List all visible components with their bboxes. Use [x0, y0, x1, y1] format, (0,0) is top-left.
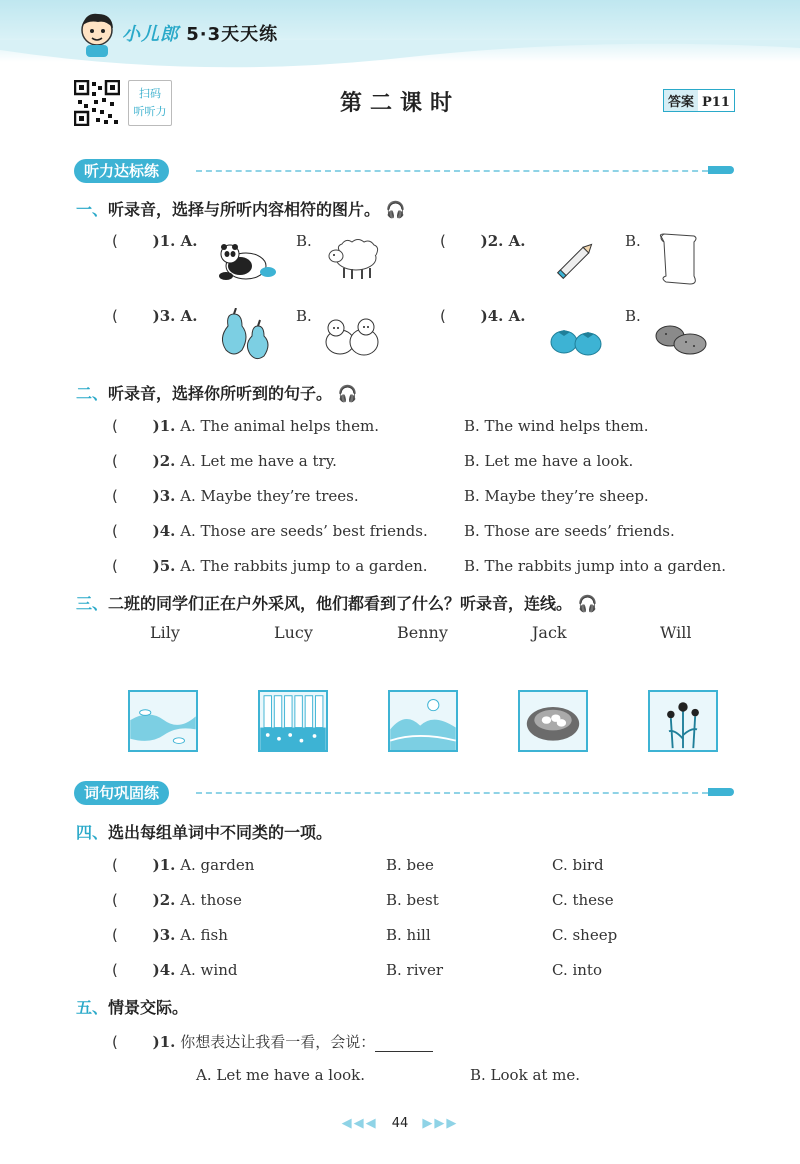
q1-item-2-b: B.	[625, 232, 641, 250]
answer-page: P11	[702, 95, 730, 110]
panda-icon[interactable]	[216, 238, 280, 282]
brand-series: 5·3天天练	[186, 24, 279, 45]
item-number: )2.	[152, 452, 176, 470]
q1-item-4-b: B.	[625, 307, 641, 325]
pencil-icon[interactable]	[552, 236, 600, 284]
name-lucy[interactable]: Lucy	[274, 623, 313, 642]
answer-blank[interactable]: (	[112, 417, 118, 435]
option-a[interactable]: A. fish	[180, 926, 228, 944]
q3-number: 三、	[76, 594, 109, 613]
q1-heading	[76, 197, 406, 220]
option-a[interactable]: A. wind	[180, 961, 238, 979]
name-will[interactable]: Will	[660, 623, 692, 642]
q4-item-2	[112, 891, 752, 909]
q2-item-1	[112, 417, 752, 435]
option-a[interactable]: A. Maybe they’re trees.	[180, 487, 359, 505]
item-number: )1.	[152, 417, 176, 435]
option-b[interactable]: B. best	[386, 891, 439, 909]
option-c[interactable]: C. sheep	[552, 926, 618, 944]
option-a[interactable]: A. garden	[180, 856, 255, 874]
river-icon[interactable]	[128, 690, 198, 752]
option-a[interactable]: A. The rabbits jump to a garden.	[180, 557, 428, 575]
q2-text: 听录音，选择你所听到的句子。	[108, 384, 333, 403]
name-jack[interactable]: Jack	[532, 623, 567, 642]
q1-item-1	[112, 232, 197, 250]
option-c[interactable]: C. bird	[552, 856, 604, 874]
q5-option-a[interactable]: A. Let me have a look.	[196, 1066, 366, 1084]
option-c[interactable]: C. into	[552, 961, 602, 979]
q5-number: 五、	[76, 998, 109, 1017]
bears-icon[interactable]	[322, 316, 382, 358]
section-vocab: 词句巩固练	[74, 781, 169, 805]
right-arrows-icon: ▶▶▶	[422, 1116, 459, 1131]
answer-blank[interactable]: (	[112, 232, 118, 250]
option-b[interactable]: B. Those are seeds’ friends.	[464, 522, 675, 540]
lesson-title: 第二课时	[339, 90, 460, 116]
q1-number: 一、	[76, 200, 109, 219]
potato-icon[interactable]	[654, 322, 708, 356]
pencil-decor-icon	[708, 166, 734, 174]
section-listening: 听力达标练	[74, 159, 169, 183]
headphone-icon[interactable]: 🎧	[337, 384, 358, 403]
flower-icon[interactable]	[648, 690, 718, 752]
answer-blank[interactable]: (	[440, 232, 446, 250]
answer-blank[interactable]: (	[112, 522, 118, 540]
q1-item-3	[112, 307, 197, 325]
q2-item-3	[112, 487, 752, 505]
answer-blank[interactable]: (	[440, 307, 446, 325]
answer-blank[interactable]: (	[112, 961, 118, 979]
answer-badge[interactable]	[663, 89, 735, 112]
item-number: )4.	[152, 522, 176, 540]
option-b[interactable]: B. hill	[386, 926, 431, 944]
answer-blank[interactable]: (	[112, 891, 118, 909]
answer-blank[interactable]: (	[112, 487, 118, 505]
option-a[interactable]: A. Let me have a try.	[180, 452, 337, 470]
brand-name: 小儿郎	[122, 24, 179, 45]
q4-number: 四、	[76, 823, 109, 842]
q4-item-4	[112, 961, 752, 979]
q5-item-1	[112, 1031, 752, 1052]
option-b[interactable]: B. Let me have a look.	[464, 452, 634, 470]
q2-heading	[76, 381, 358, 404]
answer-blank[interactable]: (	[112, 856, 118, 874]
item-number: )1.	[152, 856, 176, 874]
q5-prompt: 你想表达让我看一看，会说：	[180, 1033, 376, 1051]
name-lily[interactable]: Lily	[150, 623, 180, 642]
option-b[interactable]: B. Maybe they’re sheep.	[464, 487, 649, 505]
q1-item-4	[440, 307, 525, 325]
option-a[interactable]: A. those	[180, 891, 242, 909]
q2-number: 二、	[76, 384, 109, 403]
option-b[interactable]: B. river	[386, 961, 444, 979]
pear-icon[interactable]	[216, 308, 276, 362]
headphone-icon[interactable]: 🎧	[577, 594, 598, 613]
section-divider	[196, 170, 708, 172]
q3-heading	[76, 591, 598, 614]
q5-option-b[interactable]: B. Look at me.	[470, 1066, 581, 1084]
item-number: )4.	[152, 961, 176, 979]
q1-item-2	[440, 232, 525, 250]
item-number: )3.	[152, 487, 176, 505]
q1-text: 听录音，选择与所听内容相符的图片。	[108, 200, 381, 219]
left-arrows-icon: ◀◀◀	[341, 1116, 378, 1131]
sheep-icon[interactable]	[326, 238, 382, 282]
name-benny[interactable]: Benny	[397, 623, 448, 642]
answer-blank[interactable]: (	[112, 307, 118, 325]
item-number: )2.	[152, 891, 176, 909]
q1-item-3-b: B.	[296, 307, 312, 325]
mascot-icon	[76, 10, 118, 58]
tomato-icon[interactable]	[548, 318, 604, 358]
q4-item-1	[112, 856, 752, 874]
banner-wave	[0, 40, 800, 80]
option-c[interactable]: C. these	[552, 891, 614, 909]
option-a[interactable]: A. Those are seeds’ best friends.	[180, 522, 428, 540]
headphone-icon[interactable]: 🎧	[385, 200, 406, 219]
item-number: )3. A.	[152, 307, 198, 325]
q4-item-3	[112, 926, 752, 944]
page-footer	[0, 1116, 800, 1131]
answer-blank[interactable]: (	[112, 1033, 118, 1051]
pencil-decor-icon	[708, 788, 734, 796]
q5-text: 情景交际。	[108, 998, 189, 1017]
item-number: )2. A.	[480, 232, 526, 250]
item-number: )1.	[152, 1033, 176, 1051]
q4-heading	[76, 820, 332, 843]
q1-item-1-b: B.	[296, 232, 312, 250]
item-number: )4. A.	[480, 307, 526, 325]
page-number: 44	[391, 1116, 409, 1131]
q3-text: 二班的同学们正在户外采风，他们都看到了什么？听录音，连线。	[108, 594, 573, 613]
q2-item-5	[112, 557, 752, 575]
brand-title	[122, 20, 278, 46]
option-b[interactable]: B. The rabbits jump into a garden.	[464, 557, 727, 575]
paper-icon[interactable]	[654, 232, 702, 286]
hill-icon[interactable]	[388, 690, 458, 752]
option-a[interactable]: A. The animal helps them.	[180, 417, 379, 435]
answer-blank[interactable]: (	[112, 557, 118, 575]
scan-line-1: 扫码	[139, 87, 161, 100]
q5-heading	[76, 995, 188, 1018]
option-b[interactable]: B. The wind helps them.	[464, 417, 649, 435]
item-number: )3.	[152, 926, 176, 944]
answer-blank[interactable]: (	[112, 452, 118, 470]
option-b[interactable]: B. bee	[386, 856, 434, 874]
garden-icon[interactable]	[258, 690, 328, 752]
q4-text: 选出每组单词中不同类的一项。	[108, 823, 333, 842]
q2-item-4	[112, 522, 752, 540]
section-divider	[196, 792, 708, 794]
answer-blank[interactable]: (	[112, 926, 118, 944]
item-number: )1. A.	[152, 232, 198, 250]
answer-line[interactable]	[375, 1037, 433, 1052]
scan-line-2: 听听力	[133, 105, 167, 118]
q2-item-2	[112, 452, 752, 470]
nest-icon[interactable]	[518, 690, 588, 752]
answer-label: 答案	[664, 90, 698, 111]
item-number: )5.	[152, 557, 176, 575]
